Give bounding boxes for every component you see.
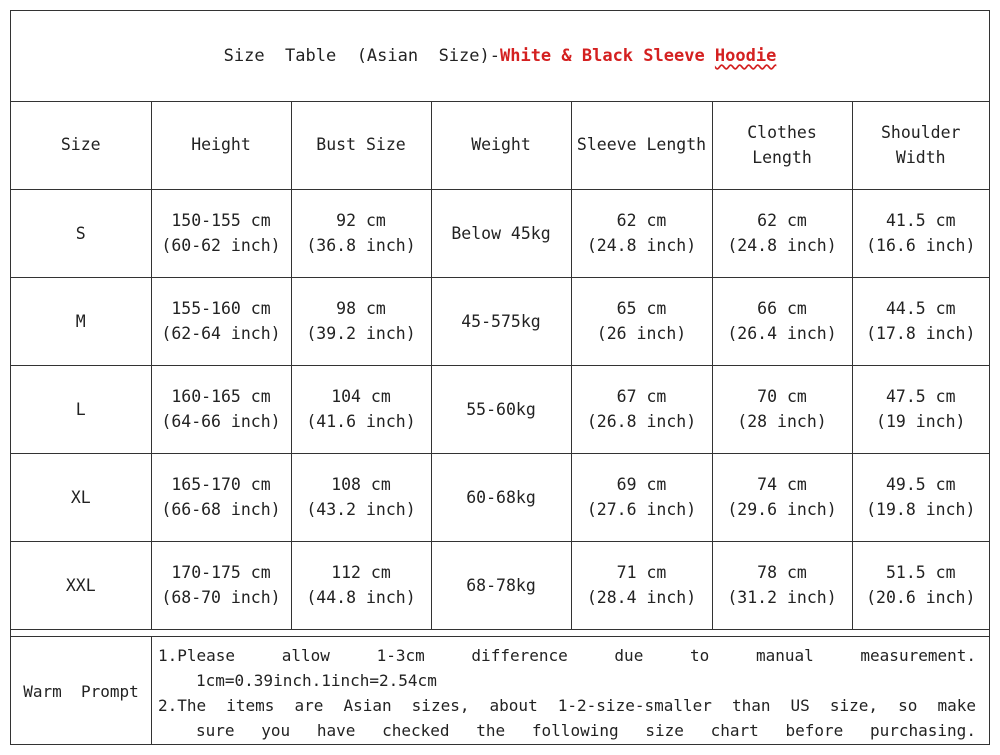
cell-sleeve-length	[571, 541, 712, 629]
cell-size-line-1: M	[75, 311, 86, 331]
cell-size	[11, 277, 151, 365]
header-shoulder-width	[852, 101, 989, 189]
cell-clothes-length-line-1: 70 cm	[757, 387, 807, 406]
cell-sleeve-length	[571, 453, 712, 541]
cell-sleeve-length-line-2: (27.6 inch)	[586, 500, 697, 519]
warm-prompt-row	[11, 636, 989, 745]
cell-clothes-length-line-1: 66 cm	[757, 299, 807, 318]
cell-weight-line-1: Below 45kg	[451, 223, 551, 243]
table-title	[11, 11, 989, 102]
cell-height-line-2: (64-66 inch)	[161, 412, 281, 431]
cell-bust-size-line-1: 104 cm	[331, 387, 391, 406]
header-sleeve-length-line-1: Sleeve Length	[576, 135, 707, 155]
cell-bust-size-line-2: (41.6 inch)	[306, 412, 416, 431]
cell-height	[151, 365, 291, 453]
cell-sleeve-length-line-1: 67 cm	[616, 387, 667, 406]
cell-size-line-1: XXL	[65, 575, 96, 595]
size-table-sheet	[10, 10, 990, 745]
cell-shoulder-width-line-2: (16.6 inch)	[866, 236, 976, 255]
cell-shoulder-width-line-2: (19.8 inch)	[866, 500, 976, 519]
cell-sleeve-length-line-2: (28.4 inch)	[586, 588, 697, 607]
header-shoulder-width-line-2: Width	[895, 147, 946, 167]
cell-clothes-length	[712, 541, 852, 629]
cell-shoulder-width	[852, 541, 989, 629]
header-size	[11, 101, 151, 189]
cell-bust-size-line-2: (39.2 inch)	[306, 324, 416, 343]
cell-weight	[431, 541, 571, 629]
header-weight-line-1: Weight	[471, 135, 531, 155]
cell-shoulder-width	[852, 365, 989, 453]
prompt-line-2: 1cm=0.39inch.1inch=2.54cm	[196, 671, 437, 690]
warm-prompt-text	[158, 643, 976, 743]
cell-sleeve-length-line-1: 65 cm	[616, 299, 667, 318]
cell-height-line-2: (60-62 inch)	[161, 236, 281, 255]
cell-clothes-length-line-1: 62 cm	[757, 211, 807, 230]
cell-shoulder-width-line-2: (19 inch)	[876, 412, 966, 431]
cell-size	[11, 541, 151, 629]
cell-clothes-length	[712, 365, 852, 453]
cell-sleeve-length	[571, 277, 712, 365]
warm-prompt-label: Warm Prompt	[11, 637, 152, 745]
cell-shoulder-width-line-1: 49.5 cm	[885, 475, 956, 494]
size-table	[11, 101, 989, 630]
prompt-line-4: sure you have checked the following size chart before purchasing.	[196, 721, 976, 740]
cell-weight	[431, 189, 571, 277]
cell-weight	[431, 453, 571, 541]
cell-weight-line-1: 55-60kg	[466, 399, 536, 419]
cell-height-line-2: (62-64 inch)	[161, 324, 281, 343]
cell-weight	[431, 277, 571, 365]
cell-height-line-2: (68-70 inch)	[161, 588, 281, 607]
cell-sleeve-length	[571, 365, 712, 453]
cell-weight	[431, 365, 571, 453]
cell-bust-size-line-1: 98 cm	[336, 299, 386, 318]
cell-bust-size	[291, 277, 431, 365]
header-height-line-1: Height	[191, 135, 251, 155]
cell-size-line-1: S	[75, 223, 86, 243]
cell-height	[151, 453, 291, 541]
cell-size	[11, 189, 151, 277]
header-clothes-length	[712, 101, 852, 189]
cell-bust-size	[291, 189, 431, 277]
table-row	[11, 365, 989, 453]
cell-bust-size-line-2: (44.8 inch)	[306, 588, 416, 607]
header-clothes-length-line-1: Clothes	[747, 122, 817, 142]
header-sleeve-length	[571, 101, 712, 189]
header-clothes-length-line-2: Length	[752, 147, 812, 167]
cell-height-line-1: 150-155 cm	[171, 211, 271, 230]
cell-height-line-1: 170-175 cm	[171, 563, 271, 582]
cell-height-line-2: (66-68 inch)	[161, 500, 281, 519]
cell-height-line-1: 160-165 cm	[171, 387, 271, 406]
prompt-line-1: 1.Please allow 1-3cm difference due to manual measurement.	[158, 646, 976, 665]
cell-weight-line-1: 45-575kg	[461, 311, 541, 331]
cell-clothes-length-line-2: (26.4 inch)	[727, 324, 837, 343]
cell-bust-size	[291, 453, 431, 541]
cell-sleeve-length-line-2: (24.8 inch)	[586, 236, 697, 255]
cell-sleeve-length-line-2: (26 inch)	[596, 324, 687, 343]
cell-clothes-length-line-1: 78 cm	[757, 563, 807, 582]
header-height	[151, 101, 291, 189]
title-product-name-underlined: Hoodie	[714, 46, 777, 66]
cell-shoulder-width-line-2: (17.8 inch)	[866, 324, 976, 343]
cell-shoulder-width-line-1: 44.5 cm	[885, 299, 956, 318]
cell-height-line-1: 155-160 cm	[171, 299, 271, 318]
cell-clothes-length-line-1: 74 cm	[757, 475, 807, 494]
table-row	[11, 277, 989, 365]
cell-size-line-1: L	[75, 399, 86, 419]
header-bust-size-line-1: Bust Size	[316, 135, 406, 155]
cell-bust-size	[291, 365, 431, 453]
cell-clothes-length-line-2: (24.8 inch)	[727, 236, 837, 255]
cell-clothes-length-line-2: (28 inch)	[737, 412, 827, 431]
cell-shoulder-width-line-1: 47.5 cm	[885, 387, 956, 406]
cell-shoulder-width	[852, 277, 989, 365]
cell-height	[151, 541, 291, 629]
table-row	[11, 453, 989, 541]
cell-clothes-length	[712, 453, 852, 541]
header-shoulder-width-line-1: Shoulder	[881, 122, 961, 142]
cell-sleeve-length-line-1: 71 cm	[616, 563, 667, 582]
cell-sleeve-length-line-2: (26.8 inch)	[586, 412, 697, 431]
cell-bust-size-line-1: 112 cm	[331, 563, 391, 582]
cell-bust-size-line-1: 108 cm	[331, 475, 391, 494]
cell-height	[151, 277, 291, 365]
cell-shoulder-width	[852, 453, 989, 541]
cell-clothes-length	[712, 189, 852, 277]
header-row	[11, 101, 989, 189]
cell-clothes-length-line-2: (29.6 inch)	[727, 500, 837, 519]
cell-sleeve-length-line-1: 69 cm	[616, 475, 667, 494]
table-row	[11, 189, 989, 277]
cell-bust-size-line-2: (36.8 inch)	[306, 236, 416, 255]
cell-weight-line-1: 60-68kg	[466, 487, 536, 507]
cell-height-line-1: 165-170 cm	[171, 475, 271, 494]
table-row	[11, 541, 989, 629]
cell-shoulder-width-line-2: (20.6 inch)	[866, 588, 976, 607]
header-bust-size	[291, 101, 431, 189]
cell-bust-size-line-2: (43.2 inch)	[306, 500, 416, 519]
cell-sleeve-length-line-1: 62 cm	[616, 211, 667, 230]
cell-bust-size-line-1: 92 cm	[336, 211, 386, 230]
cell-shoulder-width-line-1: 51.5 cm	[885, 563, 956, 582]
cell-clothes-length	[712, 277, 852, 365]
cell-shoulder-width	[852, 189, 989, 277]
cell-bust-size	[291, 541, 431, 629]
header-size-line-1: Size	[60, 135, 101, 155]
title-product-name: White & Black Sleeve	[499, 46, 715, 66]
cell-clothes-length-line-2: (31.2 inch)	[727, 588, 837, 607]
cell-size	[11, 365, 151, 453]
header-weight	[431, 101, 571, 189]
cell-size-line-1: XL	[70, 487, 91, 507]
cell-sleeve-length	[571, 189, 712, 277]
cell-height	[151, 189, 291, 277]
prompt-line-3: 2.The items are Asian sizes, about 1-2-size-smaller than US size, so make	[158, 696, 976, 715]
cell-shoulder-width-line-1: 41.5 cm	[885, 211, 956, 230]
cell-size	[11, 453, 151, 541]
title-prefix: Size Table (Asian Size)-	[223, 46, 500, 66]
cell-weight-line-1: 68-78kg	[466, 575, 536, 595]
